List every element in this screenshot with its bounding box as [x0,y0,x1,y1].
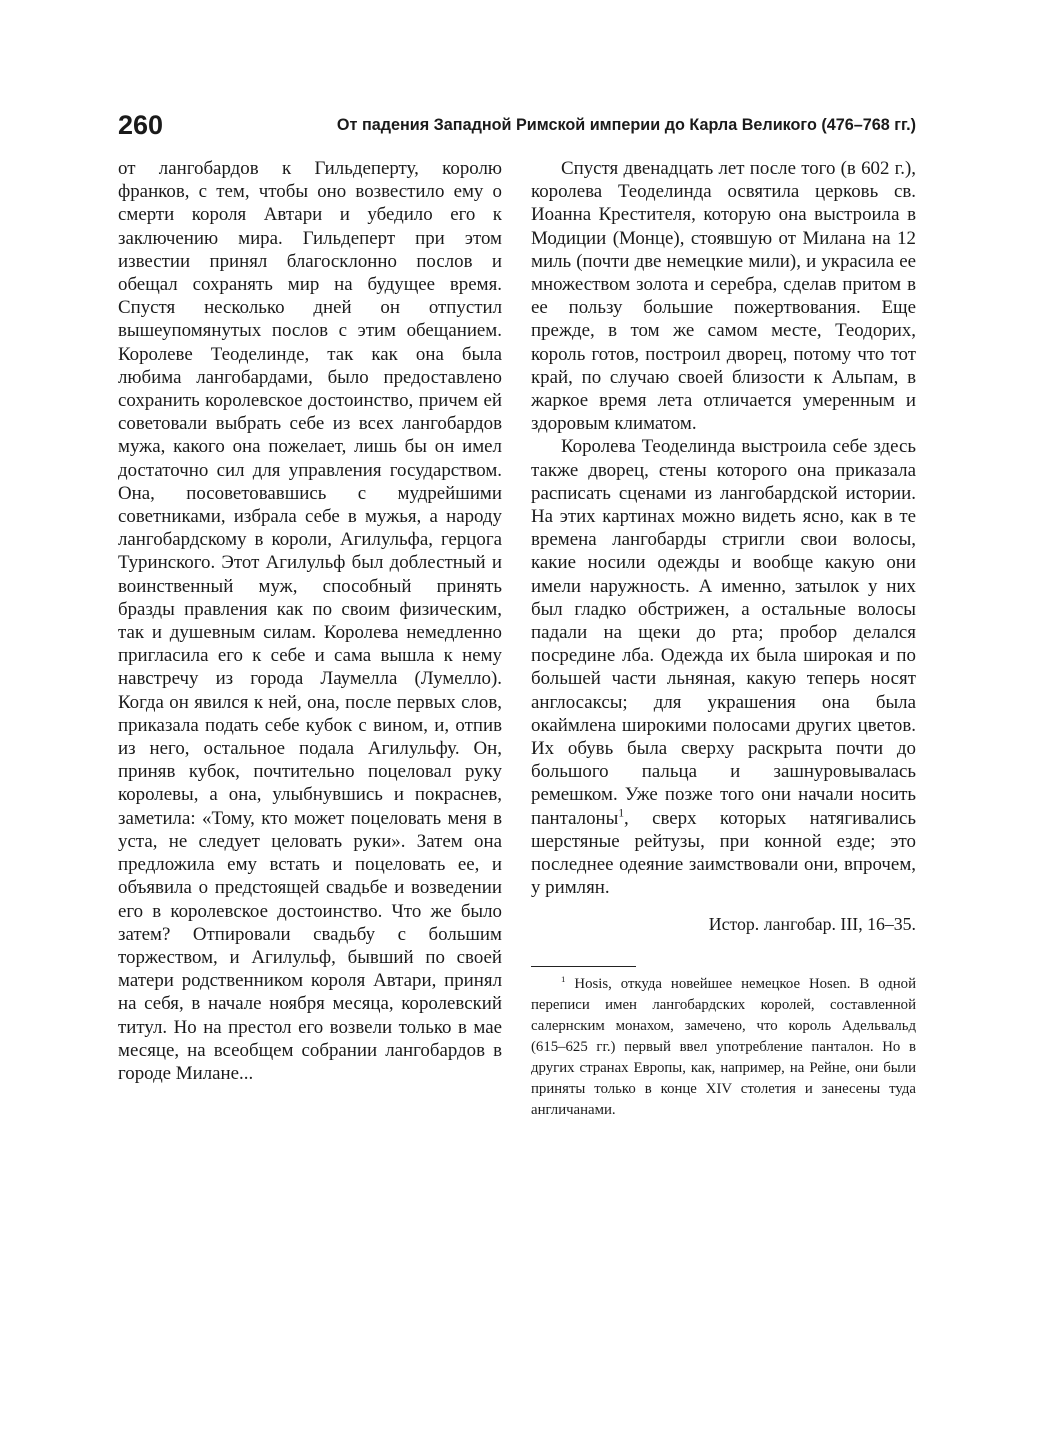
paragraph-2-text-b: , сверх которых натягивались шерстяные рейтузы, при конной езде; это последнее одеяние заимствовали они, впрочем, у римлян. [531,807,916,899]
right-paragraph-2 [531,435,916,899]
running-title: От падения Западной Римской империи до Карла Великого (476–768 гг.) [336,116,916,134]
footnote [531,974,916,1122]
page-header [118,108,916,142]
footnote-number: 1 [561,973,566,984]
footnote-text: Hosis, откуда новейшее немецкое Hosen. В одной переписи имен лангобардских королей, составленной салернским монахом, замечено, что король Адельвальд (615–625 гг.) первый ввел употребление панталон. Но в других странах Европы, как, например, на Рейне, они были приняты только в конце XIV столетия и занесены туда англичанами. [531,975,916,1119]
source-citation: Истор. лангобар. III, 16–35. [708,913,916,934]
left-paragraph: от лангобардов к Гильдеперту, королю франков, с тем, чтобы оно возвестило ему о смерти короля Автари и убедило его к заключению мира. Гильдеперт при этом известии принял благосклонно послов и обещал сохранять мир на будущее время. Спустя несколько дней он отпустил вышеупомянутых послов с этим обещанием. Королеве Теоделинде, так как она была любима лангобардами, было предоставлено сохранить королевское достоинство, причем ей советовали выбрать себе из всех лангобардов мужа, какого она пожелает, лишь бы он имел достаточно сил для управления государством. Она, посоветовавшись с мудрейшими советниками, избрала себе в мужья, а народу лангобардскому в короли, Агилульфа, герцога Туринского. Этот Агилульф был доблестный и воинственный муж, способный принять бразды правления как по своим физическим, так и душевным силам. Королева немедленно пригласила его к себе и сама вышла к нему навстречу из города Лаумелла (Лумелло). Когда он явился к ней, она, после первых слов, приказала подать себе кубок с вином, и, отпив из него, остальное подала Агилульфу. Он, приняв кубок, почтительно поцеловал руку королевы, а она, улыбнувшись и покраснев, заметила: «Тому, кто может поцеловать меня в уста, не следует целовать руки». Затем она предложила ему встать и поцеловать ее, и объявила о предстоящей свадьбе и возведении его в королевское достоинство. Что же было затем? Отпировали свадьбу с большим торжеством, и Агилульф, бывший по своей матери родственником короля Автари, принял на себя, в начале ноября месяца, королевский титул. Но на престол его возвели только в мае месяце, на всеобщем собрании лангобардов в городе Милане... [118,158,502,1084]
right-paragraph-1: Спустя двенадцать лет после того (в 602 г.), королева Теоделинда освятила церковь св. Иоанна Крестителя, которую она выстроила в Модиции (Монце), стоявшую от Милана на 12 миль (почти две немецкие мили), и украсила ее множеством золота и серебра, сделав притом в ее пользу большие пожертвования. Еще прежде, в том же самом месте, Теодорих, король готов, построил дворец, потому что тот край, по случаю своей близости к Альпам, в жаркое время лета отличается умеренным и здоровым климатом. [531,158,916,435]
left-column [118,157,502,1085]
paragraph-2-text-a: Королева Теоделинда выстроила себе здесь также дворец, стены которого она приказала расписать сценами из лангобардской истории. На этих картинах можно видеть ясно, как в те времена лангобарды стригли свои волосы, какие носили одежды и вообще какую они имели наружность. А именно, затылок у них был гладко обстрижен, а остальные волосы падали на щеки до рта; пробор делался посредине лба. Одежда их была широкая и по большей части льняная, какую теперь носят англосаксы; для украшения она была окаймлена широкими полосами других цветов. Их обувь была сверху раскрыта почти до большого пальца и зашнуровывалась ремешком. Уже позже того они начали носить панталоны [531,436,916,829]
right-column [531,157,916,1121]
footnote-reference: 1 [618,807,624,820]
footnote-divider [531,966,636,967]
page-number: 260 [118,110,164,140]
